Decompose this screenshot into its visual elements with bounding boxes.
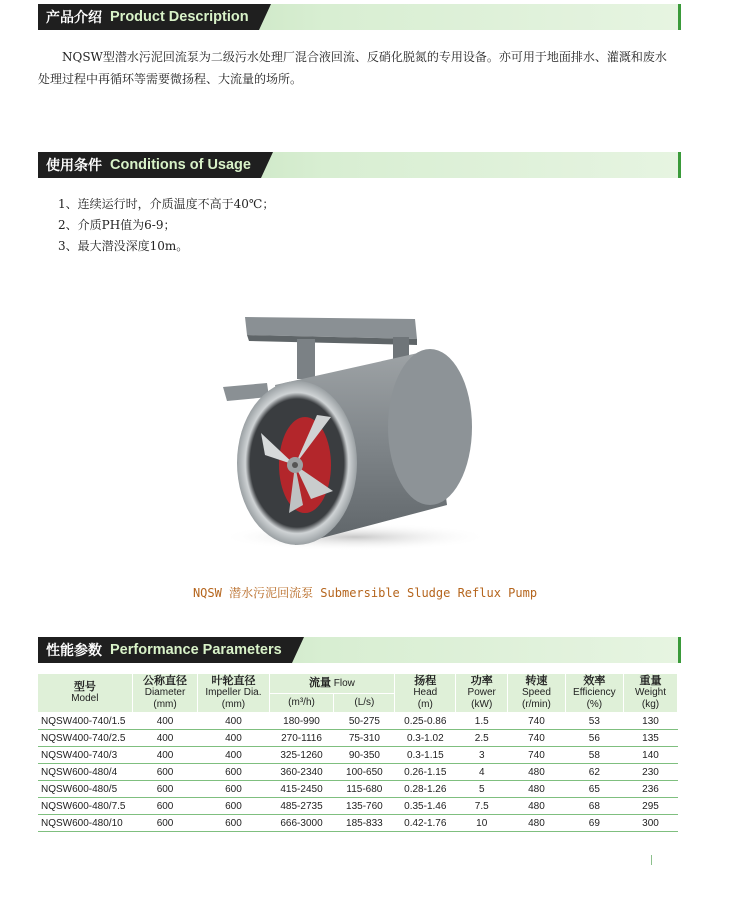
- header-flow-cn: 流量: [308, 677, 331, 690]
- header-flow-unit-m3h: (m³/h): [269, 694, 334, 713]
- table-cell: 600: [198, 781, 269, 798]
- table-cell: 666-3000: [269, 815, 334, 832]
- table-cell: 185-833: [334, 815, 395, 832]
- table-cell: 600: [132, 815, 198, 832]
- section-title-en: Performance Parameters: [110, 642, 282, 658]
- table-cell: 69: [565, 815, 623, 832]
- table-cell: 400: [198, 713, 269, 730]
- table-cell: 325-1260: [269, 747, 334, 764]
- header-model-cn: 型号: [73, 681, 96, 693]
- model-cell: NQSW600-480/7.5: [38, 798, 132, 815]
- table-cell: 0.35-1.46: [395, 798, 456, 815]
- section-tab: [38, 4, 259, 30]
- table-cell: 480: [508, 764, 566, 781]
- table-cell: 0.3-1.02: [395, 730, 456, 747]
- table-cell: 115-680: [334, 781, 395, 798]
- pump-illustration: [205, 305, 495, 555]
- table-cell: 0.26-1.15: [395, 764, 456, 781]
- table-cell: 5: [456, 781, 508, 798]
- header-diameter-en: Diameter: [144, 687, 186, 698]
- table-cell: 740: [508, 730, 566, 747]
- table-cell: 56: [565, 730, 623, 747]
- table-cell: 50-275: [334, 713, 395, 730]
- usage-item: 2、介质PH值为6-9；: [58, 218, 176, 232]
- table-cell: 62: [565, 764, 623, 781]
- header-model-en: Model: [71, 693, 99, 704]
- usage-item: 3、最大潜没深度10m。: [58, 239, 189, 253]
- table-cell: 600: [132, 781, 198, 798]
- table-cell: 0.42-1.76: [395, 815, 456, 832]
- table-cell: 400: [132, 713, 198, 730]
- table-cell: 600: [198, 764, 269, 781]
- table-cell: 0.28-1.26: [395, 781, 456, 798]
- table-cell: 480: [508, 815, 566, 832]
- model-cell: NQSW400-740/2.5: [38, 730, 132, 747]
- header-weight-en: Weight: [635, 687, 666, 698]
- table-cell: 58: [565, 747, 623, 764]
- header-diameter-cn: 公称直径: [143, 675, 188, 687]
- pump-image: [205, 305, 495, 555]
- header-impeller-en: Impeller Dia.: [205, 687, 262, 698]
- table-cell: 400: [132, 747, 198, 764]
- table-row: [38, 764, 678, 781]
- table-cell: 68: [565, 798, 623, 815]
- model-cell: NQSW400-740/1.5: [38, 713, 132, 730]
- table-cell: 130: [624, 713, 678, 730]
- model-cell: NQSW600-480/10: [38, 815, 132, 832]
- header-impeller-cn: 叶轮直径: [211, 675, 256, 687]
- table-cell: 0.3-1.15: [395, 747, 456, 764]
- header-power-cn: 功率: [470, 675, 493, 687]
- table-cell: 1.5: [456, 713, 508, 730]
- table-cell: 300: [624, 815, 678, 832]
- table-cell: 480: [508, 781, 566, 798]
- table-cell: 10: [456, 815, 508, 832]
- header-weight-cn: 重量: [639, 675, 662, 687]
- page-marker: [651, 855, 652, 865]
- performance-table-body: [38, 713, 678, 832]
- table-cell: 100-650: [334, 764, 395, 781]
- header-speed-cn: 转速: [525, 675, 548, 687]
- header-flow-en: Flow: [333, 678, 355, 690]
- table-cell: 600: [198, 815, 269, 832]
- model-cell: NQSW600-480/4: [38, 764, 132, 781]
- table-cell: 400: [198, 730, 269, 747]
- section-title-cn: 性能参数: [46, 643, 102, 659]
- table-cell: 135-760: [334, 798, 395, 815]
- section-title-cn: 使用条件: [46, 158, 102, 174]
- performance-header: [38, 637, 681, 663]
- product-description-text: NQSW型潜水污泥回流泵为二级污水处理厂混合液回流、反硝化脱氮的专用设备。亦可用于地面排水、灌溉和废水处理过程中再循环等需要微扬程、大流量的场所。: [38, 50, 667, 86]
- header-power-unit: (kW): [471, 699, 493, 710]
- table-cell: 65: [565, 781, 623, 798]
- header-head-unit: (m): [417, 699, 433, 710]
- header-diameter-unit: (mm): [153, 699, 177, 710]
- table-cell: 236: [624, 781, 678, 798]
- table-cell: 2.5: [456, 730, 508, 747]
- header-speed-en: Speed: [521, 687, 551, 698]
- table-cell: 480: [508, 798, 566, 815]
- performance-table: [38, 674, 678, 832]
- table-cell: 3: [456, 747, 508, 764]
- table-cell: 75-310: [334, 730, 395, 747]
- usage-item: 1、连续运行时，介质温度不高于40℃；: [58, 197, 275, 211]
- table-cell: 135: [624, 730, 678, 747]
- table-cell: 600: [198, 798, 269, 815]
- section-title-en: Conditions of Usage: [110, 157, 251, 173]
- usage-list: [58, 194, 274, 257]
- product-description-header: [38, 4, 681, 30]
- header-efficiency-cn: 效率: [583, 675, 606, 687]
- model-cell: NQSW400-740/3: [38, 747, 132, 764]
- table-cell: 295: [624, 798, 678, 815]
- table-row: [38, 747, 678, 764]
- pump-caption: NQSW 潜水污泥回流泵 Submersible Sludge Reflux Pump: [192, 586, 538, 600]
- table-cell: 7.5: [456, 798, 508, 815]
- section-tab: [38, 637, 292, 663]
- section-title-cn: 产品介绍: [46, 10, 102, 26]
- header-impeller-unit: (mm): [221, 699, 246, 710]
- model-cell: NQSW600-480/5: [38, 781, 132, 798]
- header-weight-unit: (kg): [641, 699, 660, 710]
- table-cell: 230: [624, 764, 678, 781]
- header-efficiency-en: Efficiency: [573, 687, 616, 698]
- table-cell: 140: [624, 747, 678, 764]
- header-flow-unit-ls: (L/s): [334, 694, 395, 713]
- table-cell: 415-2450: [269, 781, 334, 798]
- table-cell: 740: [508, 713, 566, 730]
- table-cell: 4: [456, 764, 508, 781]
- section-tab: [38, 152, 261, 178]
- header-power-en: Power: [467, 687, 496, 698]
- table-row: [38, 798, 678, 815]
- header-speed-unit: (r/min): [521, 699, 551, 710]
- table-cell: 600: [132, 798, 198, 815]
- table-cell: 90-350: [334, 747, 395, 764]
- table-cell: 53: [565, 713, 623, 730]
- conditions-header: [38, 152, 681, 178]
- header-head-cn: 扬程: [414, 675, 437, 687]
- table-cell: 0.25-0.86: [395, 713, 456, 730]
- table-cell: 485-2735: [269, 798, 334, 815]
- table-row: [38, 730, 678, 747]
- table-cell: 400: [132, 730, 198, 747]
- table-cell: 270-1116: [269, 730, 334, 747]
- table-row: [38, 815, 678, 832]
- table-cell: 740: [508, 747, 566, 764]
- section-title-en: Product Description: [110, 9, 249, 25]
- table-cell: 360-2340: [269, 764, 334, 781]
- table-row: [38, 713, 678, 730]
- header-efficiency-unit: (%): [586, 699, 603, 710]
- table-cell: 180-990: [269, 713, 334, 730]
- table-row: [38, 781, 678, 798]
- header-head-en: Head: [413, 687, 438, 698]
- table-cell: 600: [132, 764, 198, 781]
- table-cell: 400: [198, 747, 269, 764]
